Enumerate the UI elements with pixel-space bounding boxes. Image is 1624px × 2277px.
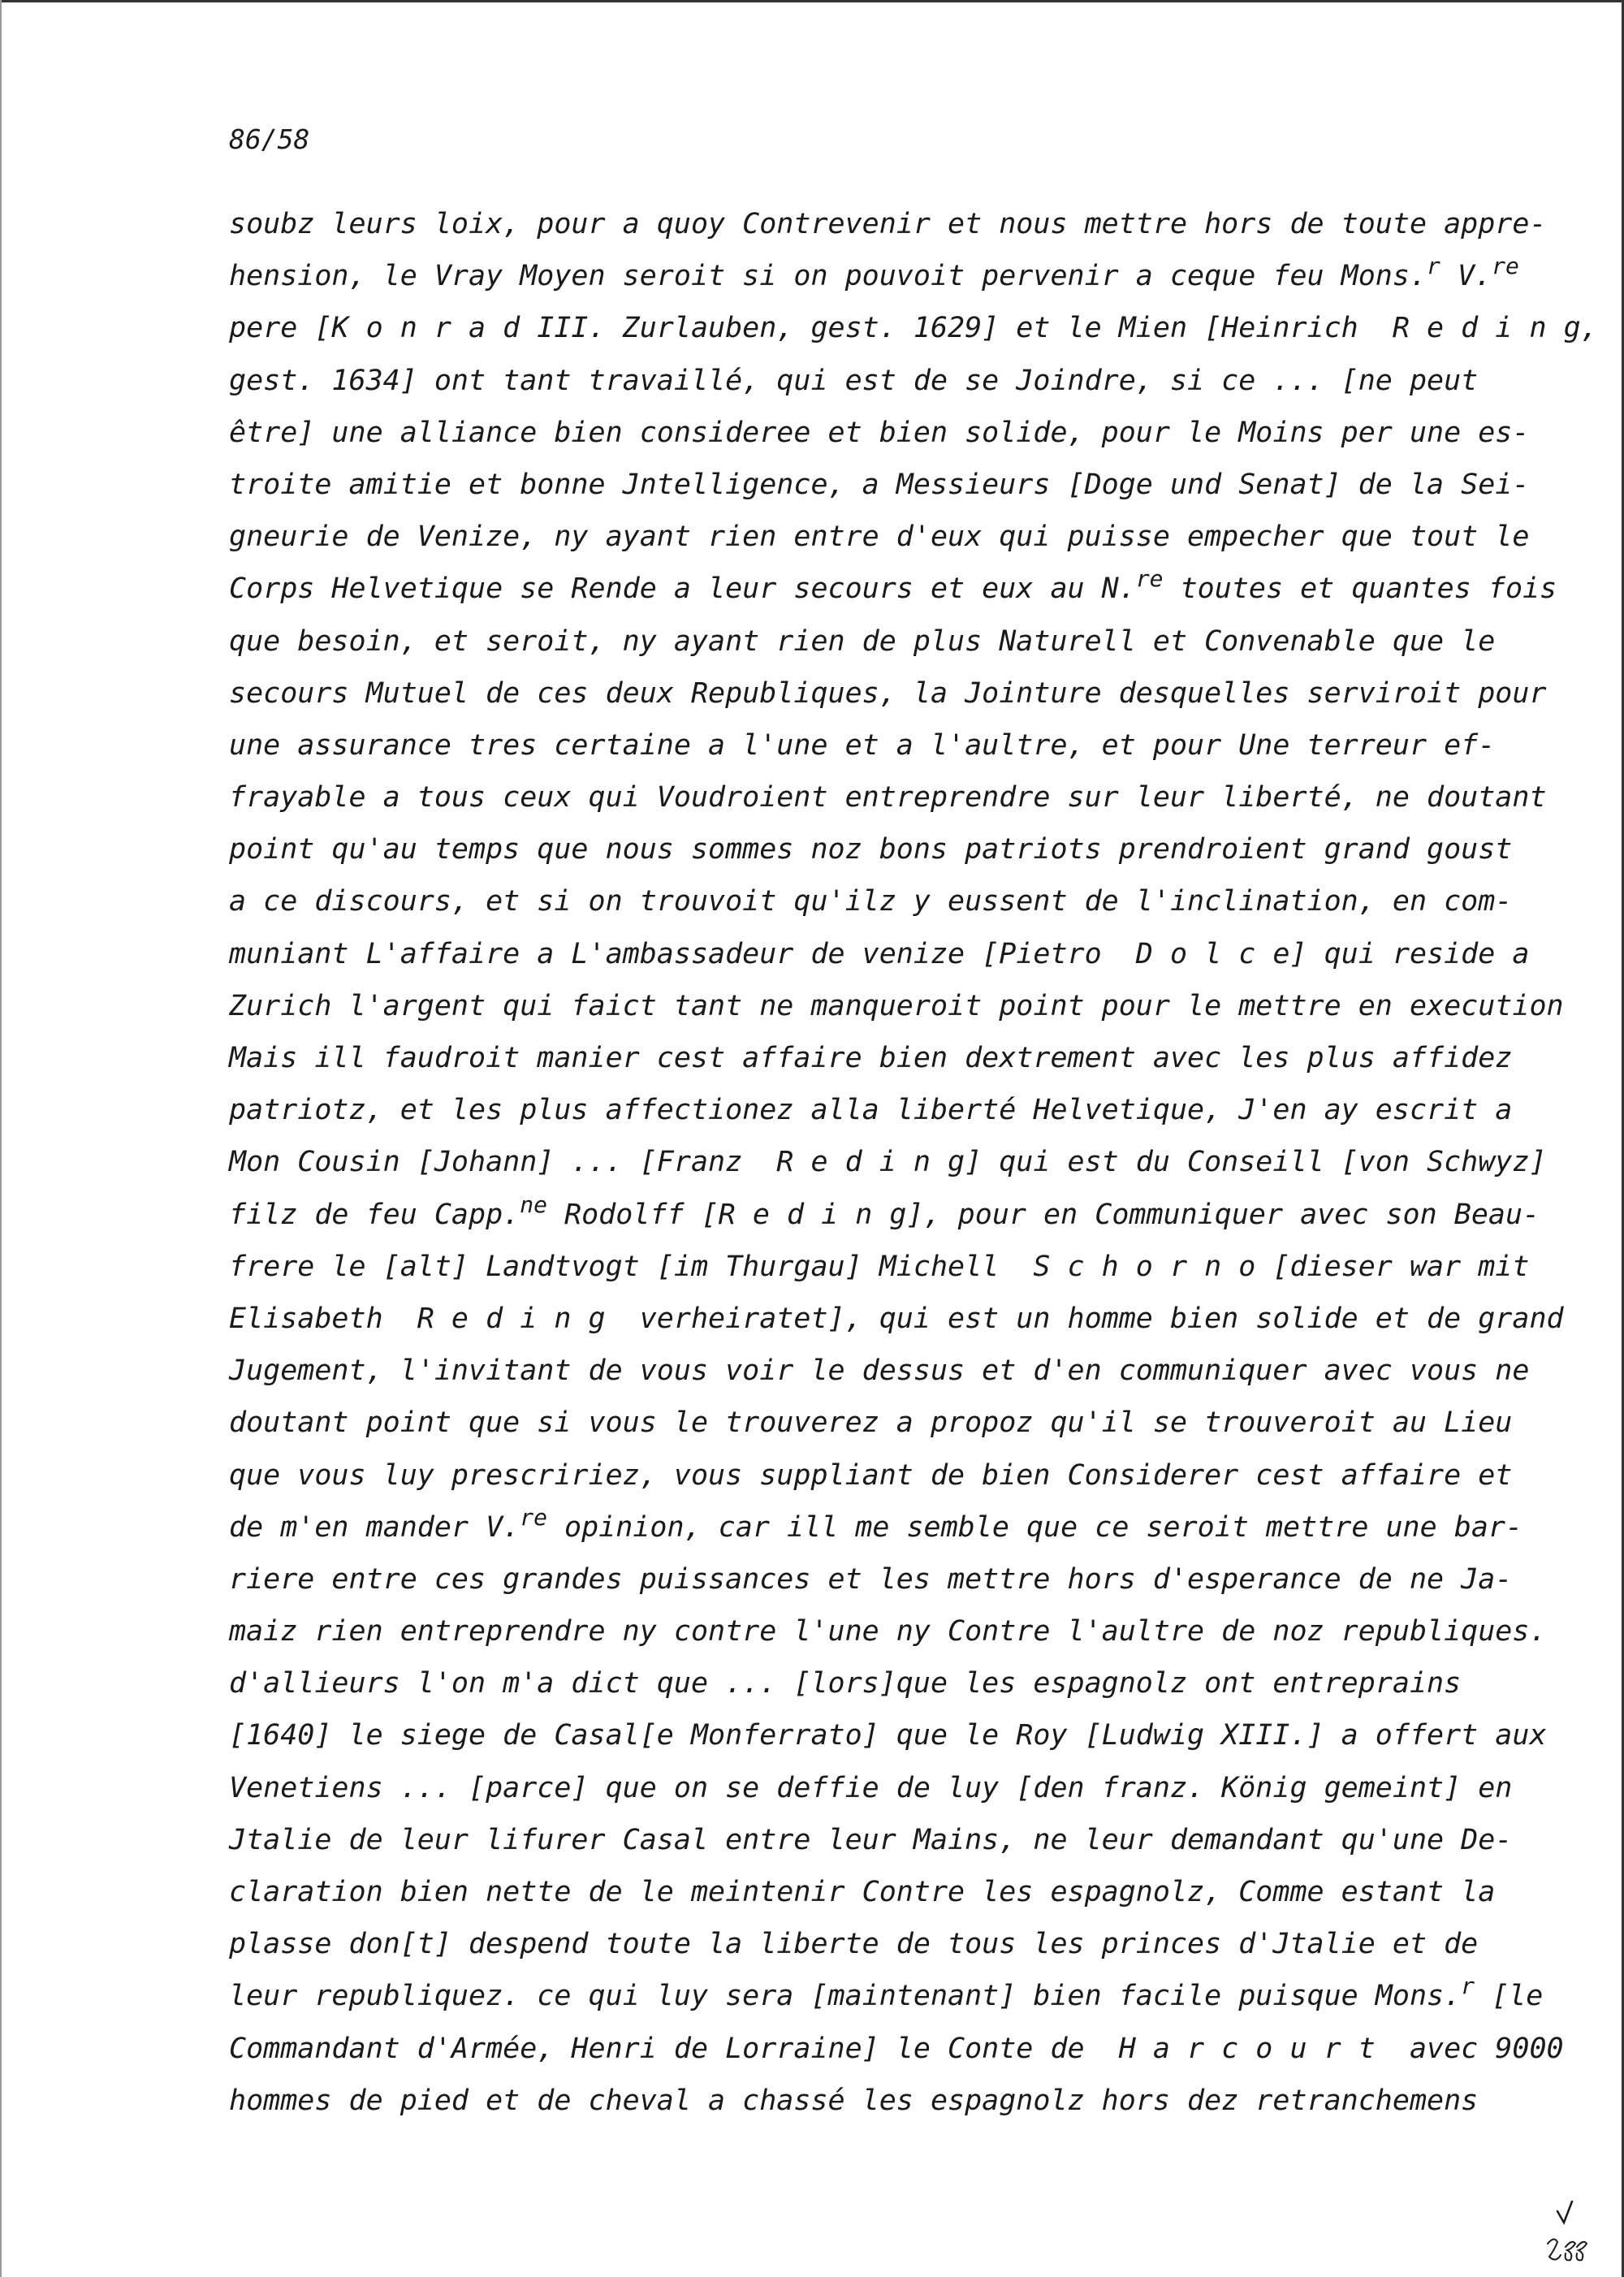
text-line [229,1136,1609,1188]
text-line [229,1605,1609,1657]
text-line [229,1657,1609,1709]
text-line [229,1553,1609,1605]
text-line [229,1293,1609,1345]
text-segment: Jtalie de leur lifurer Casal entre leur Mains, ne leur demandant qu'une De- [229,1823,1513,1856]
text-line [229,1450,1609,1501]
text-segment: riere entre ces grandes puissances et les mettre hors d'esperance de ne Ja- [229,1562,1513,1596]
text-segment: gneurie de Venize, ny ayant rien entre d'eux qui puisse empecher que tout le [229,521,1530,554]
text-line [229,1918,1609,1970]
text-line [229,616,1609,668]
page-border-left [0,0,2,2277]
superscript: r [1427,253,1440,280]
text-line [229,459,1609,511]
page-number: 86/58 [229,123,310,155]
text-segment: Jugement, l'invitant de vous voir le dessus et d'en communiquer avec vous ne [229,1355,1530,1388]
text-line [229,407,1609,459]
text-segment: secours Mutuel de ces deux Republiques, la Jointure desquelles serviroit pour [229,676,1547,710]
text-segment: Zurich l'argent qui faict tant ne manqueroit point pour le mettre en execution [229,989,1564,1022]
superscript: ne [520,1190,547,1218]
text-segment: Rodolff [R e d i n g], pour en Communiquer avec son Beau- [546,1198,1540,1231]
text-segment: frayable a tous ceux qui Voudroient entreprendre sur leur liberté, ne doutant [229,781,1547,814]
text-line [229,2075,1609,2127]
text-line [229,1032,1609,1084]
text-segment: Commandant d'Armée, Henri de Lorraine] le Conte de H a r c o u r t avec 9000 [229,2032,1564,2065]
text-segment: [1640] le siege de Casal[e Monferrato] que le Roy [Ludwig XIII.] a offert aux [229,1719,1547,1752]
text-segment: Corps Helvetique se Rende a leur secours et eux au N. [229,572,1136,606]
text-line [229,1345,1609,1397]
text-segment: une assurance tres certaine a l'une et a l'aultre, et pour Une terreur ef- [229,728,1496,762]
text-line [229,2023,1609,2075]
text-segment: Mon Cousin [Johann] ... [Franz R e d i n g] qui est du Conseill [von Schwyz] [229,1146,1547,1179]
text-segment: que vous luy prescririez, vous suppliant de bien Considerer cest affaire et [229,1458,1513,1492]
text-segment: de m'en mander V. [229,1510,520,1544]
text-segment: filz de feu Capp. [229,1198,520,1231]
text-line [229,771,1609,823]
text-line [229,1814,1609,1866]
text-segment: que besoin, et seroit, ny ayant rien de plus Naturell et Convenable que le [229,624,1496,658]
text-line [229,1397,1609,1449]
text-line [229,355,1609,407]
text-segment: Venetiens ... [parce] que on se deffie de luy [den franz. König gemeint] en [229,1771,1513,1804]
page-border-top [0,0,1624,2]
text-segment: frere le [alt] Landtvogt [im Thurgau] Michell S c h o r n o [dieser war mit [229,1250,1530,1283]
text-line [229,1241,1609,1293]
text-line [229,1866,1609,1918]
text-segment: être] une alliance bien consideree et bien solide, pour le Moins per une es- [229,416,1530,449]
text-segment: pere [K o n r a d III. Zurlauben, gest. 1629] et le Mien [Heinrich R e d i n g, [229,312,1598,345]
text-segment: leur republiquez. ce qui luy sera [maintenant] bien facile puisque Mons. [229,1980,1462,2013]
text-segment: patriotz, et les plus affectionez alla liberté Helvetique, J'en ay escrit a [229,1094,1513,1127]
text-line [229,719,1609,771]
superscript: r [1461,1972,1475,2000]
text-line [229,1762,1609,1814]
text-line [229,250,1609,302]
text-segment: Mais ill faudroit manier cest affaire bien dextrement avec les plus affidez [229,1042,1513,1074]
text-line [229,511,1609,563]
text-line [229,563,1609,615]
text-line [229,1709,1609,1761]
transcription-body [229,198,1609,2127]
text-line [229,928,1609,980]
superscript: re [1492,253,1519,280]
text-segment: d'allieurs l'on m'a dict que ... [lors]que les espagnolz ont entreprains [229,1667,1462,1700]
text-segment: opinion, car ill me semble que ce seroit mettre une bar- [546,1510,1523,1544]
text-segment: V. [1440,260,1492,293]
text-line [229,1501,1609,1553]
text-segment: [le [1475,1980,1544,2013]
text-segment: hension, le Vray Moyen seroit si on pouvoit pervenir a ceque feu Mons. [229,260,1427,293]
text-line [229,1084,1609,1136]
text-segment: toutes et quantes fois [1163,572,1557,606]
text-segment: soubz leurs loix, pour a quoy Contrevenir et nous mettre hors de toute appre- [229,208,1547,240]
text-segment: plasse don[t] despend toute la liberte de tous les princes d'Jtalie et de [229,1928,1479,1961]
text-segment: doutant point que si vous le trouverez a propoz qu'il se trouveroit au Lieu [229,1406,1513,1440]
text-line [229,668,1609,719]
text-line [229,198,1609,250]
text-line [229,875,1609,927]
text-segment: muniant L'affaire a L'ambassadeur de venize [Pietro D o l c e] qui reside a [229,937,1530,970]
text-segment: Elisabeth R e d i n g verheiratet], qui est un homme bien solide et de grand [229,1302,1564,1335]
text-segment: claration bien nette de le meintenir Contre les espagnolz, Comme estant la [229,1876,1496,1908]
text-segment: maiz rien entreprendre ny contre l'une ny Contre l'aultre de noz republiques. [229,1615,1547,1648]
superscript: re [520,1503,547,1531]
text-segment: hommes de pied et de cheval a chassé les espagnolz hors dez retranchemens [229,2084,1479,2117]
text-line [229,1970,1609,2022]
text-line [229,1189,1609,1241]
text-line [229,823,1609,875]
handwritten-archive-mark [1543,2197,1592,2270]
text-segment: troite amitie et bonne Jntelligence, a Messieurs [Doge und Senat] de la Sei- [229,468,1530,501]
text-segment: point qu'au temps que nous sommes noz bons patriots prendroient grand goust [229,833,1513,866]
text-segment: a ce discours, et si on trouvoit qu'ilz y eussent de l'inclination, en com- [229,885,1513,918]
superscript: re [1135,565,1164,593]
text-line [229,302,1609,354]
text-segment: gest. 1634] ont tant travaillé, qui est de se Joindre, si ce ... [ne peut [229,364,1479,397]
text-line [229,980,1609,1032]
